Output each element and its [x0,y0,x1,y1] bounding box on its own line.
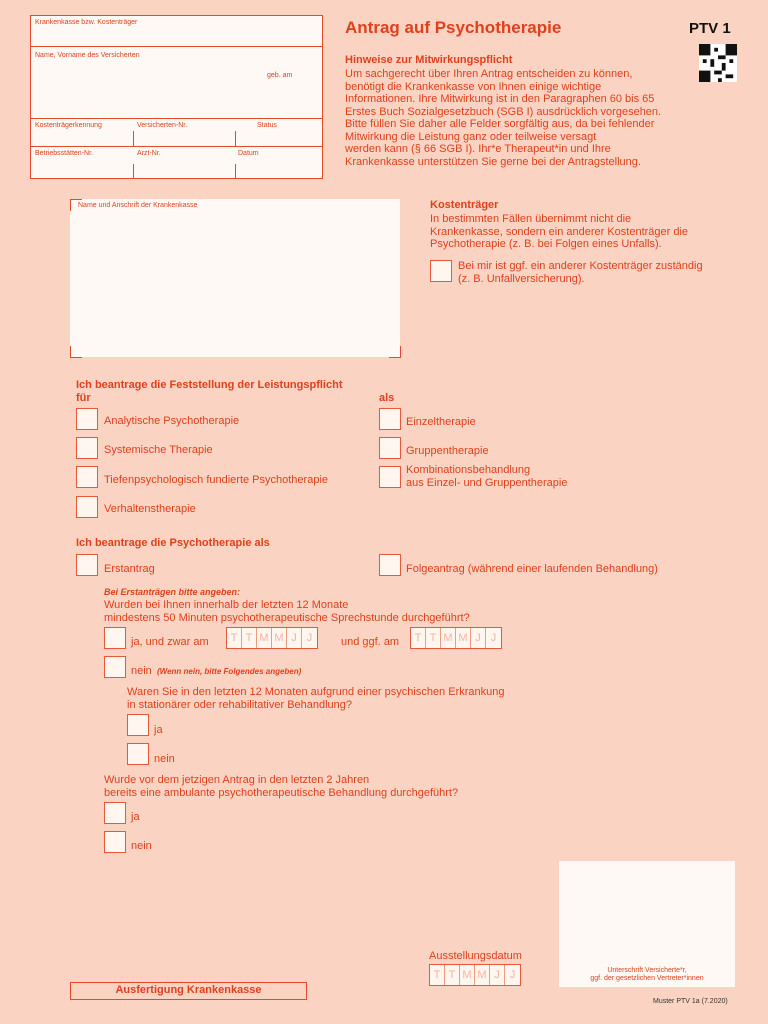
date-cell: M [460,965,475,985]
behavior-therapy-label: Verhaltenstherapie [104,503,196,515]
dob-label: geb. am [267,72,293,79]
question-outpatient: Wurde vor dem jetzigen Antrag in den letzten 2 Jahren bereits eine ambulante psychotherapeutische Behandlung durchgeführt? [104,774,459,799]
doctor-no-label: Arzt-Nr. [137,150,161,157]
inpatient-no-checkbox[interactable] [127,743,149,765]
insured-header-box [30,15,323,179]
date-cell: M [272,628,287,648]
insurer-label: Krankenkasse bzw. Kostenträger [35,19,138,26]
date-cell: J [490,965,505,985]
form-title: Antrag auf Psychotherapie [345,18,562,37]
inpatient-yes-checkbox[interactable] [127,714,149,736]
facility-no-label: Betriebsstätten-Nr. [35,150,93,157]
notice-heading: Hinweise zur Mitwirkungspflicht [345,54,513,66]
signature-label: Unterschrift Versicherte*r, ggf. der gesetzlichen Vertreter*innen [590,967,704,982]
consultation-yes-checkbox[interactable] [104,627,126,649]
consultation-date-2[interactable] [410,627,502,649]
combined-therapy-checkbox[interactable] [379,466,401,488]
outpatient-no-checkbox[interactable] [104,831,126,853]
cost-bearer-text: In bestimmten Fällen übernimmt nicht die Krankenkasse, sondern ein anderer Kostenträger die Psychotherapie (z. B. bei Folgen eines Unfalls). [430,213,689,250]
insurer-address-box[interactable] [70,199,400,357]
depth-psychology-label: Tiefenpsychologisch fundierte Psychotherapie [104,474,329,486]
for-label: für [76,392,91,404]
date-cell: T [411,628,426,648]
date-cell: T [426,628,441,648]
copy-label: Ausfertigung Krankenkasse [70,982,307,1000]
date-cell: T [227,628,242,648]
question-inpatient: Waren Sie in den letzten 12 Monaten aufgrund einer psychischen Erkrankung in stationärer oder rehabilitativer Behandlung? [127,686,505,711]
issue-date-label: Ausstellungsdatum [429,950,522,962]
other-cost-bearer-checkbox[interactable] [430,260,452,282]
depth-psychology-checkbox[interactable] [76,466,98,488]
individual-therapy-label: Einzeltherapie [406,416,476,428]
other-cost-bearer-label: Bei mir ist ggf. ein anderer Kostenträger zuständig (z. B. Unfallversicherung). [458,260,703,285]
date-cell: T [430,965,445,985]
cost-id-label: Kostenträgerkennung [35,122,102,129]
date-cell: J [306,632,313,644]
as-label: als [379,392,395,404]
notice-text: Um sachgerecht über Ihren Antrag entscheiden zu können, benötigt die Krankenkasse von Ihnen einige wichtige Informationen. Ihre Mitwirkung ist in den Paragraphen 60 bis 65 Erstes Buch Sozialgesetzbuch (SGB I) ausdrücklich vorgesehen. Bitte füllen Sie daher alle Felder sorgfältig aus, da bei fehlender Mitwirkung die Leistung ganz oder teilweise versagt werden kann (§ 66 SGB I). Ihr*e Therapeut*in und Ihre Krankenkasse unterstützen Sie gerne bei der Antragstellung. [345,68,662,168]
form-code: PTV 1 [689,20,731,37]
consultation-no-note: (Wenn nein, bitte Folgendes angeben) [157,667,302,676]
follow-up-checkbox[interactable] [379,554,401,576]
form-version: Muster PTV 1a (7.2020) [653,998,728,1005]
consultation-also-label: und ggf. am [341,636,400,648]
insured-no-label: Versicherten-Nr. [137,122,188,129]
date-cell: M [456,628,471,648]
date-cell: J [490,632,497,644]
date-cell: J [287,628,302,648]
analytic-therapy-checkbox[interactable] [76,408,98,430]
address-label: Name und Anschrift der Krankenkasse [78,202,198,209]
first-application-label: Erstantrag [104,563,155,575]
follow-up-label: Folgeantrag (während einer laufenden Behandlung) [406,563,658,575]
first-application-checkbox[interactable] [76,554,98,576]
outpatient-no-label: nein [131,840,152,852]
date-cell: J [471,628,486,648]
issue-date-input[interactable] [429,964,521,986]
name-label: Name, Vorname des Versicherten [35,52,140,59]
group-therapy-label: Gruppentherapie [406,445,489,457]
first-application-note: Bei Erstanträgen bitte angeben: [104,587,241,597]
date-cell: T [445,965,460,985]
question-consultation: Wurden bei Ihnen innerhalb der letzten 12 Monate mindestens 50 Minuten psychotherapeutische Sprechstunde durchgeführt? [104,599,470,624]
consultation-date-1[interactable] [226,627,318,649]
individual-therapy-checkbox[interactable] [379,408,401,430]
consultation-yes-label: ja, und zwar am [131,636,209,648]
date-cell: T [242,628,257,648]
group-therapy-checkbox[interactable] [379,437,401,459]
section1-heading: Ich beantrage die Feststellung der Leistungspflicht [76,379,343,391]
consultation-no-label: nein [131,665,152,677]
section2-heading: Ich beantrage die Psychotherapie als [76,537,270,549]
date-cell: M [441,628,456,648]
date-cell: M [257,628,272,648]
behavior-therapy-checkbox[interactable] [76,496,98,518]
systemic-therapy-label: Systemische Therapie [104,444,213,456]
status-label: Status [257,122,277,129]
analytic-therapy-label: Analytische Psychotherapie [104,415,240,427]
date-cell: J [509,969,516,981]
systemic-therapy-checkbox[interactable] [76,437,98,459]
outpatient-yes-checkbox[interactable] [104,802,126,824]
date-label: Datum [238,150,259,157]
date-cell: M [475,965,490,985]
inpatient-yes-label: ja [154,724,163,736]
inpatient-no-label: nein [154,753,175,765]
outpatient-yes-label: ja [131,811,140,823]
cost-bearer-heading: Kostenträger [430,199,499,211]
consultation-no-checkbox[interactable] [104,656,126,678]
combined-therapy-label: Kombinationsbehandlung aus Einzel- und Gruppentherapie [406,464,568,489]
